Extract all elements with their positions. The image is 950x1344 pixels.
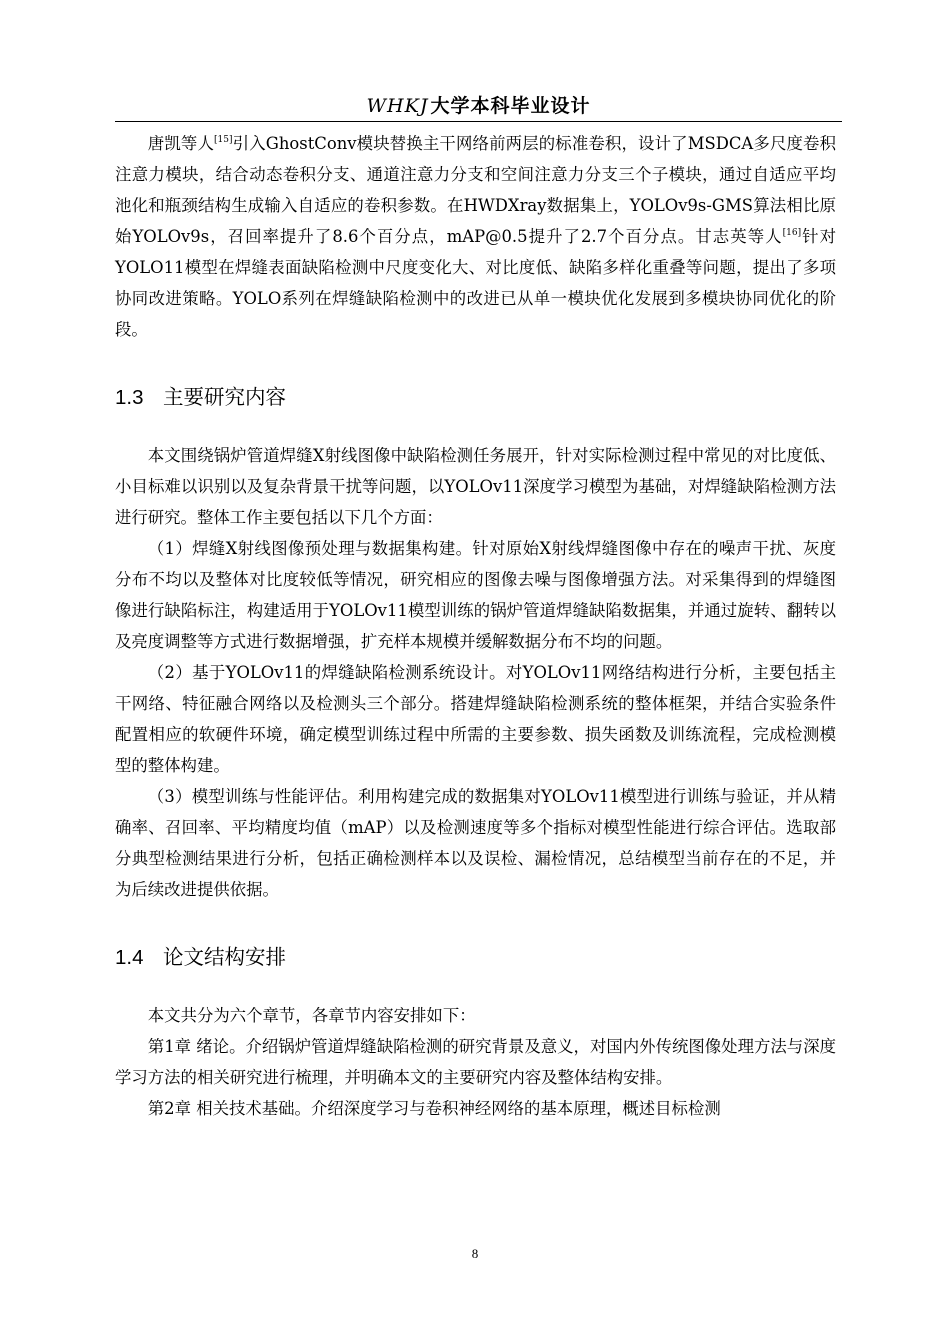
page-header bbox=[115, 93, 842, 123]
citation-15: [15] bbox=[214, 135, 233, 145]
section-number: 1.4 bbox=[115, 946, 144, 969]
section-title: 论文结构安排 bbox=[163, 945, 286, 969]
page-number: 8 bbox=[471, 1246, 479, 1261]
header-title: 大学本科毕业设计 bbox=[430, 95, 591, 117]
page-body bbox=[115, 128, 836, 1124]
section-number: 1.3 bbox=[115, 386, 144, 409]
header-rule bbox=[115, 121, 842, 122]
intro-text-b: 引入GhostConv模块替换主干网络前两层的标准卷积，设计了MSDCA多尺度卷积注意力模块，结合动态卷积分支、通道注意力分支和空间注意力分支三个子模块，通过自适应平均池化和瓶颈结构生成输入自适应的卷积参数。在HWDXray数据集上，YOLOv9s-GMS算法相比原始YOLOv9s，召回率提升了8.6个百分点，mAP@0.5提升了2.7个百分点。甘志英等人 bbox=[115, 134, 836, 246]
paragraph: 第1章 绪论。介绍锅炉管道焊缝缺陷检测的研究背景及意义，对国内外传统图像处理方法与深度学习方法的相关研究进行梳理，并明确本文的主要研究内容及整体结构安排。 bbox=[115, 1037, 836, 1087]
header-abbr: WHKJ bbox=[366, 95, 429, 117]
section-heading-1-4 bbox=[115, 941, 836, 974]
paragraph: （2）基于YOLOv11的焊缝缺陷检测系统设计。对YOLOv11网络结构进行分析，主要包括主干网络、特征融合网络以及检测头三个部分。搭建焊缝缺陷检测系统的整体框架，并结合实验条件配置相应的软硬件环境，确定模型训练过程中所需的主要参数、损失函数及训练流程，完成检测模型的整体构建。 bbox=[115, 663, 836, 775]
citation-16: [16] bbox=[782, 228, 802, 238]
paragraph: （3）模型训练与性能评估。利用构建完成的数据集对YOLOv11模型进行训练与验证，并从精确率、召回率、平均精度均值（mAP）以及检测速度等多个指标对模型性能进行综合评估。选取部分典型检测结果进行分析，包括正确检测样本以及误检、漏检情况，总结模型当前存在的不足，并为后续改进提供依据。 bbox=[115, 787, 836, 899]
intro-text-a: 唐凯等人 bbox=[147, 134, 215, 153]
paragraph: 第2章 相关技术基础。介绍深度学习与卷积神经网络的基本原理，概述目标检测 bbox=[147, 1099, 721, 1118]
paragraph: 本文围绕锅炉管道焊缝X射线图像中缺陷检测任务展开，针对实际检测过程中常见的对比度低、小目标难以识别以及复杂背景干扰等问题，以YOLOv11深度学习模型为基础，对焊缝缺陷检测方法进行研究。整体工作主要包括以下几个方面： bbox=[115, 446, 836, 527]
section-heading-1-3 bbox=[115, 381, 836, 414]
intro-paragraph bbox=[115, 128, 836, 345]
paragraph: 本文共分为六个章节，各章节内容安排如下： bbox=[147, 1006, 476, 1025]
section-title: 主要研究内容 bbox=[163, 385, 286, 409]
paragraph: （1）焊缝X射线图像预处理与数据集构建。针对原始X射线焊缝图像中存在的噪声干扰、灰度分布不均以及整体对比度较低等情况，研究相应的图像去噪与图像增强方法。对采集得到的焊缝图像进行缺陷标注，构建适用于YOLOv11模型训练的锅炉管道焊缝缺陷数据集，并通过旋转、翻转以及亮度调整等方式进行数据增强，扩充样本规模并缓解数据分布不均的问题。 bbox=[115, 539, 836, 651]
intro-text-c: 针对YOLO11模型在焊缝表面缺陷检测中尺度变化大、对比度低、缺陷多样化重叠等问题，提出了多项协同改进策略。YOLO系列在焊缝缺陷检测中的改进已从单一模块优化发展到多模块协同优化的阶段。 bbox=[115, 227, 836, 339]
